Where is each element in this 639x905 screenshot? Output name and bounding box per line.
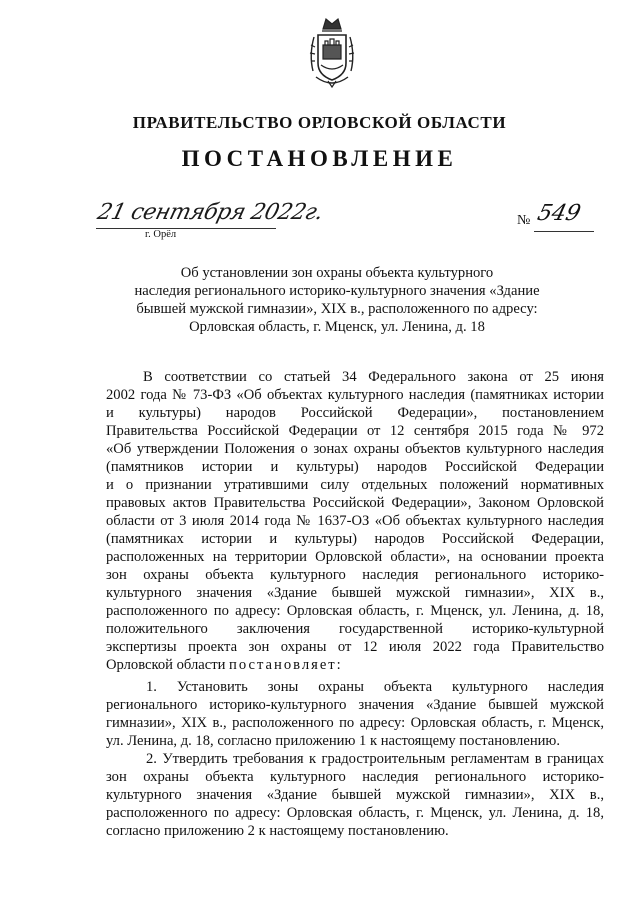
body-line: положительного заключения государственной историко-культурной <box>106 621 604 637</box>
number-underline <box>534 231 594 232</box>
body-line: (памятников истории и культуры) народов Российской Федерации <box>106 459 604 475</box>
body-line: расположенных на территории Орловской области», на основании проекта <box>106 549 604 565</box>
title-line: Об установлении зон охраны объекта культурного <box>180 265 494 281</box>
body-line: расположенного по адресу: Орловская область, г. Мценск, ул. Ленина, д. 18, <box>106 603 604 619</box>
city-label: г. Орёл <box>145 229 177 240</box>
item-1-line: гимназии», XIX в., расположенного по адресу: Орловская область, г. Мценск, <box>106 715 604 731</box>
body-line: В соответствии со статьей 34 Федерального закона от 25 июня <box>143 369 604 385</box>
item-2-line: культурного значения «Здание бывшей мужской гимназии», XIX в., <box>106 787 604 803</box>
body-line: и культуры) народов Российской Федерации», постановлением <box>106 405 604 421</box>
body-line-final <box>106 656 604 674</box>
preamble-final-text: Орловской области <box>106 657 230 673</box>
item-1-line: регионального историко-культурного значения «Здание бывшей мужской <box>106 697 604 713</box>
body-line: зон охраны объекта культурного наследия регионального историко- <box>106 567 604 583</box>
body-line: и о признании утратившими силу отдельных положений нормативных <box>106 477 604 493</box>
coat-of-arms-emblem <box>306 15 358 93</box>
document-type: ПОСТАНОВЛЕНИЕ <box>181 146 458 171</box>
item-1-line: ул. Ленина, д. 18, согласно приложению 1 к настоящему постановлению. <box>106 733 560 749</box>
item-1-line: 1. Установить зоны охраны объекта культурного наследия <box>146 679 604 695</box>
item-2-line: 2. Утвердить требования к градостроительным регламентам в границах <box>146 751 604 767</box>
body-line: области от 3 июля 2014 года № 1637-ОЗ «Об объектах культурного наследия <box>106 513 604 529</box>
title-line: наследия регионального историко-культурного значения «Здание <box>134 283 540 299</box>
item-2-line: расположенного по адресу: Орловская область, г. Мценск, ул. Ленина, д. 18, <box>106 805 604 821</box>
body-line: правовых актов Правительства Российской Федерации», Законом Орловской <box>106 495 604 511</box>
handwritten-date: 21 сентября 2022г. <box>94 200 326 225</box>
body-line: экспертизы проекта зон охраны от 12 июля 2022 года Правительство <box>106 639 604 655</box>
item-2-line: согласно приложению 2 к настоящему постановлению. <box>106 823 449 839</box>
resolves-word: постановляет: <box>229 657 343 673</box>
item-2-line: зон охраны объекта культурного наследия регионального историко- <box>106 769 604 785</box>
body-line: (памятниках истории и культуры) народов Российской Федерации, <box>106 531 604 547</box>
body-line: Правительства Российской Федерации от 12 сентября 2015 года № 972 <box>106 423 604 439</box>
date-underline <box>96 228 276 229</box>
body-line: «Об утверждении Положения о зонах охраны объектов культурного наследия <box>106 441 604 457</box>
number-label: № <box>517 213 531 228</box>
handwritten-number: 549 <box>534 201 584 226</box>
title-line: Орловская область, г. Мценск, ул. Ленина, д. 18 <box>189 319 485 335</box>
document-title <box>95 264 579 336</box>
title-line: бывшей мужской гимназии», XIX в., расположенного по адресу: <box>136 301 538 317</box>
body-line: 2002 года № 73-ФЗ «Об объектах культурного наследия (памятниках истории <box>106 387 604 403</box>
body-line: культурного значения «Здание бывшей мужской гимназии», XIX в., <box>106 585 604 601</box>
government-name: ПРАВИТЕЛЬСТВО ОРЛОВСКОЙ ОБЛАСТИ <box>132 113 507 132</box>
